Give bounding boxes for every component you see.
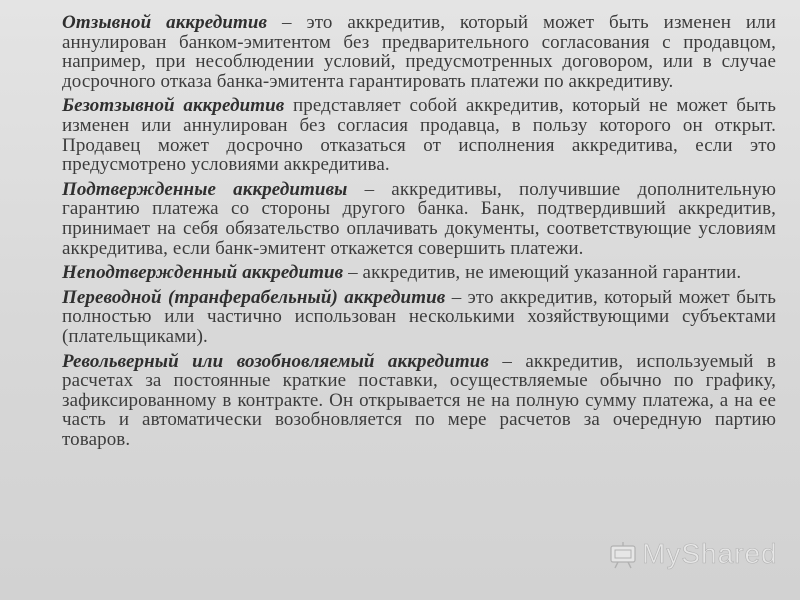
term-irrevocable: Безотзывной аккредитив — [62, 95, 285, 117]
paragraph-transferable — [62, 288, 776, 347]
definition-transferable: – это аккредитив, который может быть полностью или частично использован несколькими хозяйствующими субъектами (плательщиками). — [62, 286, 776, 347]
myshared-logo-icon — [608, 540, 638, 570]
watermark-text: MyShared — [642, 538, 778, 569]
myshared-watermark — [608, 536, 783, 572]
term-revolving: Револьверный или возобновляемый аккредитив — [62, 350, 489, 372]
definition-confirmed: – аккредитивы, получившие дополнительную гарантию платежа со стороны другого банка. Банк, подтвердивший аккредитив, принимает на себя обязательство оплачивать документы, соответствующие условиям аккредитива, если банк-эмитент откажется совершить платежи. — [62, 178, 776, 259]
definition-revocable: – это аккредитив, который может быть изменен или аннулирован банком-эмитентом без предварительного согласования с продавцом, например, при несоблюдении условий, предусмотренных договором, или в случае досрочного отказа банка-эмитента гарантировать платежи по аккредитиву. — [62, 12, 776, 92]
text-body — [62, 13, 776, 454]
definition-irrevocable: представляет собой аккредитив, который не может быть изменен или аннулирован без согласия продавца, в пользу которого он открыт. Продавец может досрочно отказаться от исполнения аккредитива, если это предусмотрено условиями аккредитива. — [62, 95, 777, 176]
definition-unconfirmed: – аккредитив, не имеющий указанной гарантии. — [343, 262, 742, 284]
paragraph-confirmed — [62, 180, 776, 258]
term-transferable: Переводной (транферабельный) аккредитив — [62, 286, 446, 308]
term-confirmed: Подтвержденные аккредитивы — [62, 178, 348, 200]
definition-revolving: – аккредитив, используемый в расчетах за постоянные краткие поставки, осуществляемые обычно по графику, зафиксированному в контракте. Он открывается не на полную сумму платежа, а на ее часть и автоматически возобновляется по мере расчетов за очередную партию товаров. — [62, 350, 776, 450]
paragraph-unconfirmed — [62, 263, 776, 283]
paragraph-revocable — [62, 13, 776, 91]
term-revocable: Отзывной аккредитив — [62, 12, 268, 33]
paragraph-revolving — [62, 352, 776, 450]
term-unconfirmed: Неподтвержденный аккредитив — [62, 262, 344, 284]
paragraph-irrevocable — [62, 96, 776, 174]
